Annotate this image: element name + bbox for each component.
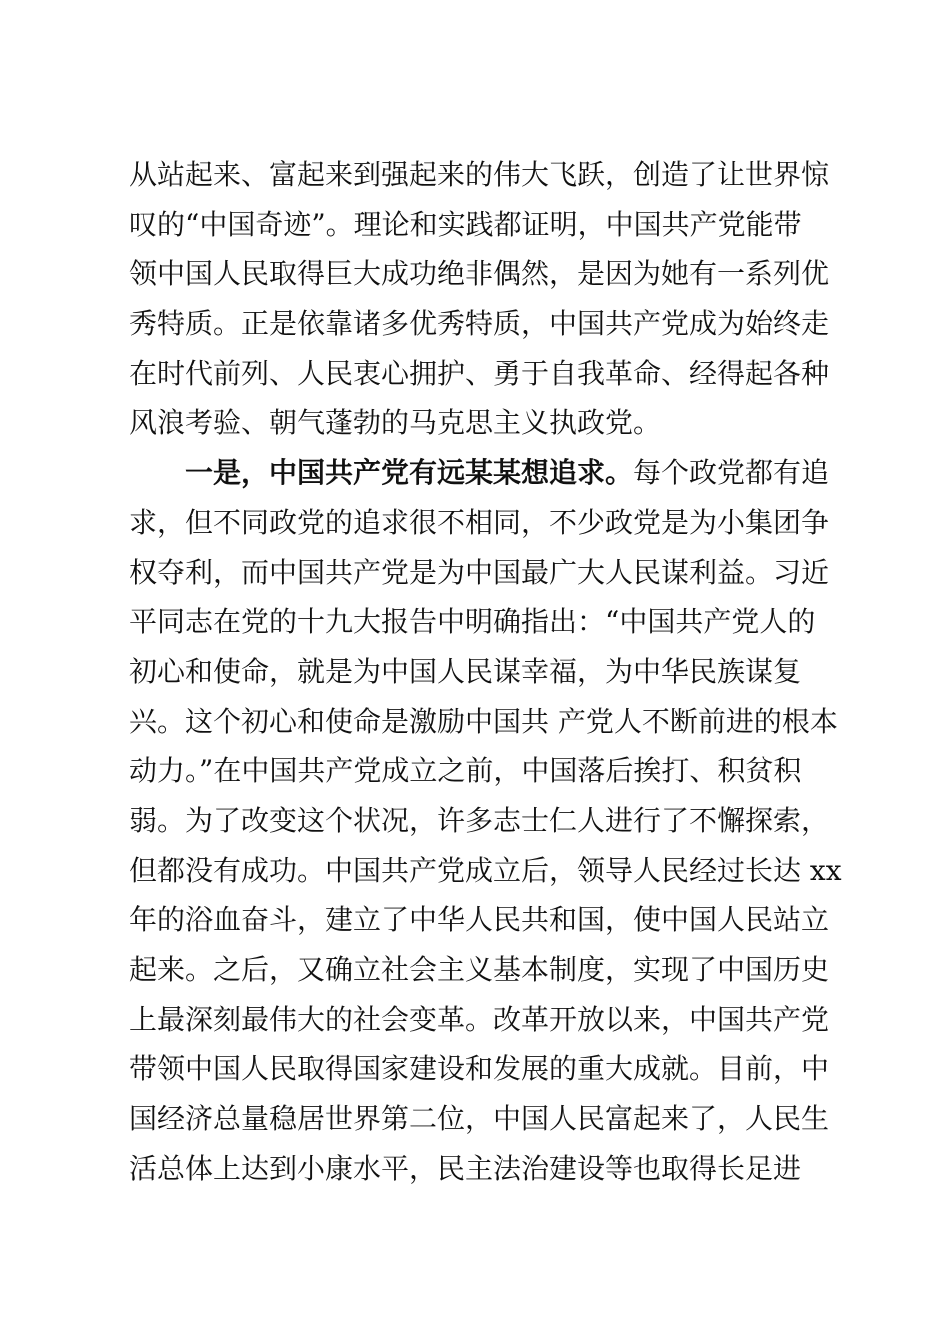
text-line: 平同志在党的十九大报告中明确指出：“中国共产党人的 (129, 605, 816, 639)
section-heading: 一是，中国共产党有远某某想追求。 (185, 456, 634, 490)
text-line: 带领中国人民取得国家建设和发展的重大成就。目前，中 (129, 1052, 830, 1086)
paragraph-first-line (129, 448, 830, 498)
text-line: 求，但不同政党的追求很不相同，不少政党是为小集团争 (129, 505, 830, 539)
text-line: 风浪考验、朝气蓬勃的马克思主义执政党。 (129, 406, 662, 440)
text-line: 弱。为了改变这个状况，许多志士仁人进行了不懈探索， (129, 803, 830, 837)
body-text (129, 150, 842, 1193)
text-line: 领中国人民取得巨大成功绝非偶然，是因为她有一系列优 (129, 257, 830, 291)
text-line: 初心和使命，就是为中国人民谋幸福，为中华民族谋复 (129, 654, 802, 688)
text-line: 在时代前列、人民衷心拥护、勇于自我革命、经得起各种 (129, 356, 830, 390)
text-line: 动力。”在中国共产党成立之前，中国落后挨打、积贫积 (129, 754, 802, 788)
text-line: 国经济总量稳居世界第二位，中国人民富起来了，人民生 (129, 1102, 830, 1136)
text-line: 起来。之后，又确立社会主义基本制度，实现了中国历史 (129, 953, 830, 986)
text-line: 年的浴血奋斗，建立了中华人民共和国，使中国人民站立 (129, 903, 830, 937)
text-line: 叹的“中国奇迹”。理论和实践都证明，中国共产党能带 (129, 207, 802, 241)
text-line: 从站起来、富起来到强起来的伟大飞跃，创造了让世界惊 (129, 158, 830, 191)
text-line: 秀特质。正是依靠诸多优秀特质，中国共产党成为始终走 (129, 307, 830, 341)
text-line: 活总体上达到小康水平，民主法治建设等也取得长足进 (129, 1151, 802, 1185)
text-line: 但都没有成功。中国共产党成立后，领导人民经过长达 xx (129, 853, 842, 887)
text-line: 兴。这个初心和使命是激励中国共 产党人不断前进的根本 (129, 704, 838, 738)
text-line: 上最深刻最伟大的社会变革。改革开放以来，中国共产党 (129, 1002, 830, 1036)
text-run: 每个政党都有追 (633, 456, 830, 490)
text-line: 权夺利，而中国共产党是为中国最广大人民谋利益。习近 (129, 555, 830, 589)
